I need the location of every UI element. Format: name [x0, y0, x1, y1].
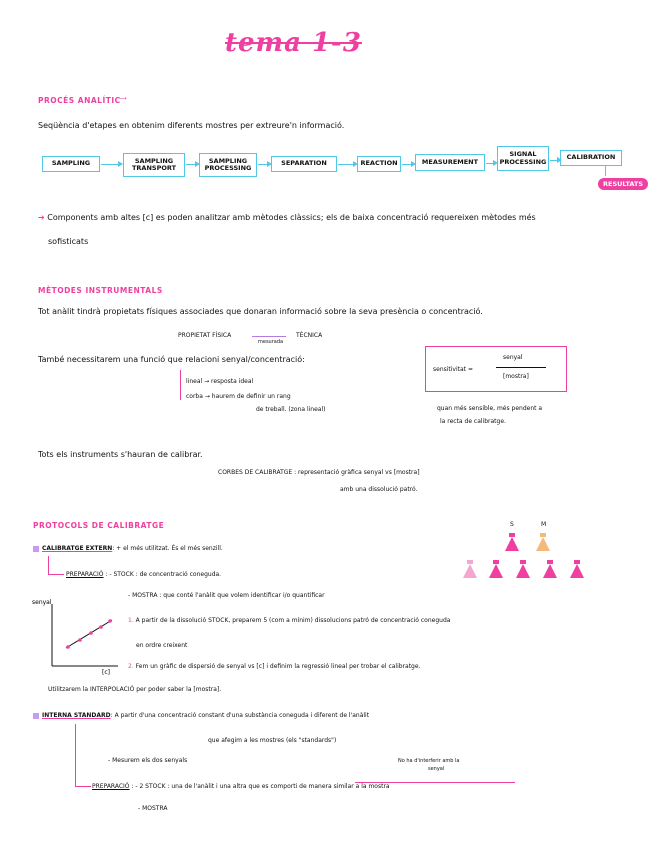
- technique-label: TÈCNICA: [296, 332, 323, 339]
- process-intro: Seqüència d'etapes en obtenim diferents mostres per extreure'n informació.: [38, 121, 345, 130]
- step-number-2: 2.: [128, 663, 134, 670]
- flow-arrow: [186, 164, 196, 165]
- sensitivity-label: sensitivitat =: [433, 366, 473, 373]
- measured-arrow: [252, 336, 286, 337]
- prep-label-2: PREPARACIÓ: [92, 783, 130, 790]
- instrumental-line1: Tot anàlit tindrà propietats físiques associades que donaran informació sobre la seva presència o concentració.: [38, 307, 483, 316]
- sample-2: - MOSTRA: [138, 805, 168, 812]
- internal-text: : A partir d'una concentració constant d'una substància coneguda i diferent de l'anàlit: [110, 712, 370, 719]
- interpolation-note: Utilitzarem la INTERPOLACIÓ per poder saber la [mostra].: [48, 686, 222, 693]
- standard-flask: [543, 564, 557, 578]
- instrumental-line2: També necessitarem una funció que relacioni senyal/concentració:: [38, 355, 305, 364]
- standard-flask: [516, 564, 530, 578]
- curves-line-1: CORBES DE CALIBRATGE : representació gràfica senyal vs [mostra]: [218, 469, 420, 476]
- arrow-icon: ⟶: [118, 95, 127, 102]
- highlight-line: [355, 782, 515, 783]
- branch-line: [75, 786, 91, 787]
- curve-option: corba → haurem de definir un rang: [186, 393, 291, 400]
- step-sampling-processing: SAMPLING PROCESSING: [199, 153, 257, 177]
- sample-text: - MOSTRA : que conté l'anàlit que volem identificar i/o quantificar: [128, 592, 325, 599]
- no-interfere-1: No ha d'interferir amb la: [398, 758, 460, 764]
- flow-arrow: [258, 164, 268, 165]
- results-badge: RESULTATS: [598, 178, 648, 190]
- bullet-icon: [33, 546, 39, 552]
- internal-text-2: que afegim a les mostres (els "standards"): [208, 737, 337, 744]
- measured-label: mesurada: [258, 339, 284, 345]
- flow-arrow: [338, 164, 354, 165]
- linear-option: lineal → resposta ideal: [186, 378, 254, 385]
- flow-arrow: [486, 163, 494, 164]
- stock-flask: [505, 537, 519, 551]
- standard-flask: [463, 564, 477, 578]
- step-1-text: A partir de la dissolució STOCK, preparem 5 (com a mínim) dissolucions patró de concentració coneguda: [135, 617, 451, 624]
- step-number-1: 1.: [128, 617, 134, 624]
- data-point: [78, 638, 82, 642]
- sensitivity-numerator: senyal: [503, 354, 523, 361]
- step-reaction: REACTION: [357, 156, 401, 172]
- preparation-external: [66, 571, 221, 578]
- curves-line-2: amb una dissolució patró.: [340, 486, 418, 493]
- note-text: Components amb altes [c] es poden analitzar amb mètodes clàssics; els de baixa concentració requereixen mètodes més: [47, 213, 536, 222]
- preparation-internal: [92, 783, 390, 790]
- step-1: [128, 617, 450, 624]
- regression-line: [66, 620, 112, 648]
- step-separation: SEPARATION: [271, 156, 337, 172]
- branch-line: [75, 724, 76, 786]
- arrow-icon: ➔: [38, 213, 45, 222]
- fraction-line: [496, 367, 546, 368]
- branch-line: [48, 574, 64, 575]
- step-1-continued: en ordre creixent: [136, 642, 188, 649]
- step-2-text: Fem un gràfic de dispersió de senyal vs [c] i definim la regressió lineal per trobar el calibratge.: [135, 663, 421, 670]
- page-title: tema 1-3: [225, 28, 362, 58]
- standard-flask: [570, 564, 584, 578]
- calibration-graph: [30, 596, 120, 676]
- data-point: [66, 645, 70, 649]
- calibration-line: Tots els instruments s'hauran de calibrar.: [38, 450, 203, 459]
- measure-both: - Mesurem els dos senyals: [108, 757, 188, 764]
- stock-2-text: : - 2 STOCK : una de l'anàlit i una altra que es comporti de manera similar a la mostra: [131, 783, 390, 790]
- step-measurement: MEASUREMENT: [415, 154, 485, 171]
- flow-arrow: [605, 166, 606, 176]
- internal-standard: [33, 712, 369, 719]
- standard-flask: [489, 564, 503, 578]
- data-point: [99, 625, 103, 629]
- external-calibration: [33, 545, 223, 552]
- flow-arrow: [402, 164, 412, 165]
- flow-arrow: [101, 164, 119, 165]
- internal-label: INTERNA STANDARD: [42, 712, 111, 719]
- flow-arrow: [550, 160, 558, 161]
- section-heading-process: PROCÉS ANALÍTIC: [38, 96, 121, 105]
- prep-label: PREPARACIÓ: [66, 571, 104, 578]
- step-calibration: CALIBRATION: [560, 150, 622, 166]
- branch-line: [48, 556, 49, 574]
- data-point: [89, 631, 93, 635]
- flask-label-m: M: [541, 521, 547, 528]
- section-heading-instrumental: MÈTODES INSTRUMENTALS: [38, 286, 163, 295]
- stock-text: : - STOCK : de concentració coneguda.: [105, 571, 222, 578]
- bullet-icon: [33, 713, 39, 719]
- sample-flask: [536, 537, 550, 551]
- branch-line: [180, 370, 181, 400]
- external-label: CALIBRATGE EXTERN: [42, 545, 113, 552]
- step-sampling: SAMPLING: [42, 156, 100, 172]
- process-note-2: sofisticats: [48, 237, 89, 246]
- no-interfere-2: senyal: [428, 766, 445, 772]
- data-point: [108, 619, 112, 623]
- section-heading-protocols: PROTOCOLS DE CALIBRATGE: [33, 521, 165, 530]
- process-note: [38, 213, 536, 222]
- sensitivity-denominator: [mostra]: [503, 373, 529, 380]
- sensitivity-note-1: quan més sensible, més pendent a: [437, 405, 543, 412]
- sensitivity-note-2: la recta de calibratge.: [440, 418, 506, 425]
- property-label: PROPIETAT FÍSICA: [178, 332, 232, 339]
- step-2: [128, 663, 420, 670]
- flask-label-s: S: [510, 521, 514, 528]
- step-signal-processing: SIGNAL PROCESSING: [497, 146, 549, 171]
- step-sampling-transport: SAMPLING TRANSPORT: [123, 153, 185, 177]
- curve-option-2: de treball. (zona lineal): [256, 406, 326, 413]
- external-text: : + el més utilitzat. És el més senzill.: [112, 545, 223, 552]
- axis-x-label: [c]: [102, 669, 110, 676]
- axis-y-label: senyal: [32, 599, 52, 606]
